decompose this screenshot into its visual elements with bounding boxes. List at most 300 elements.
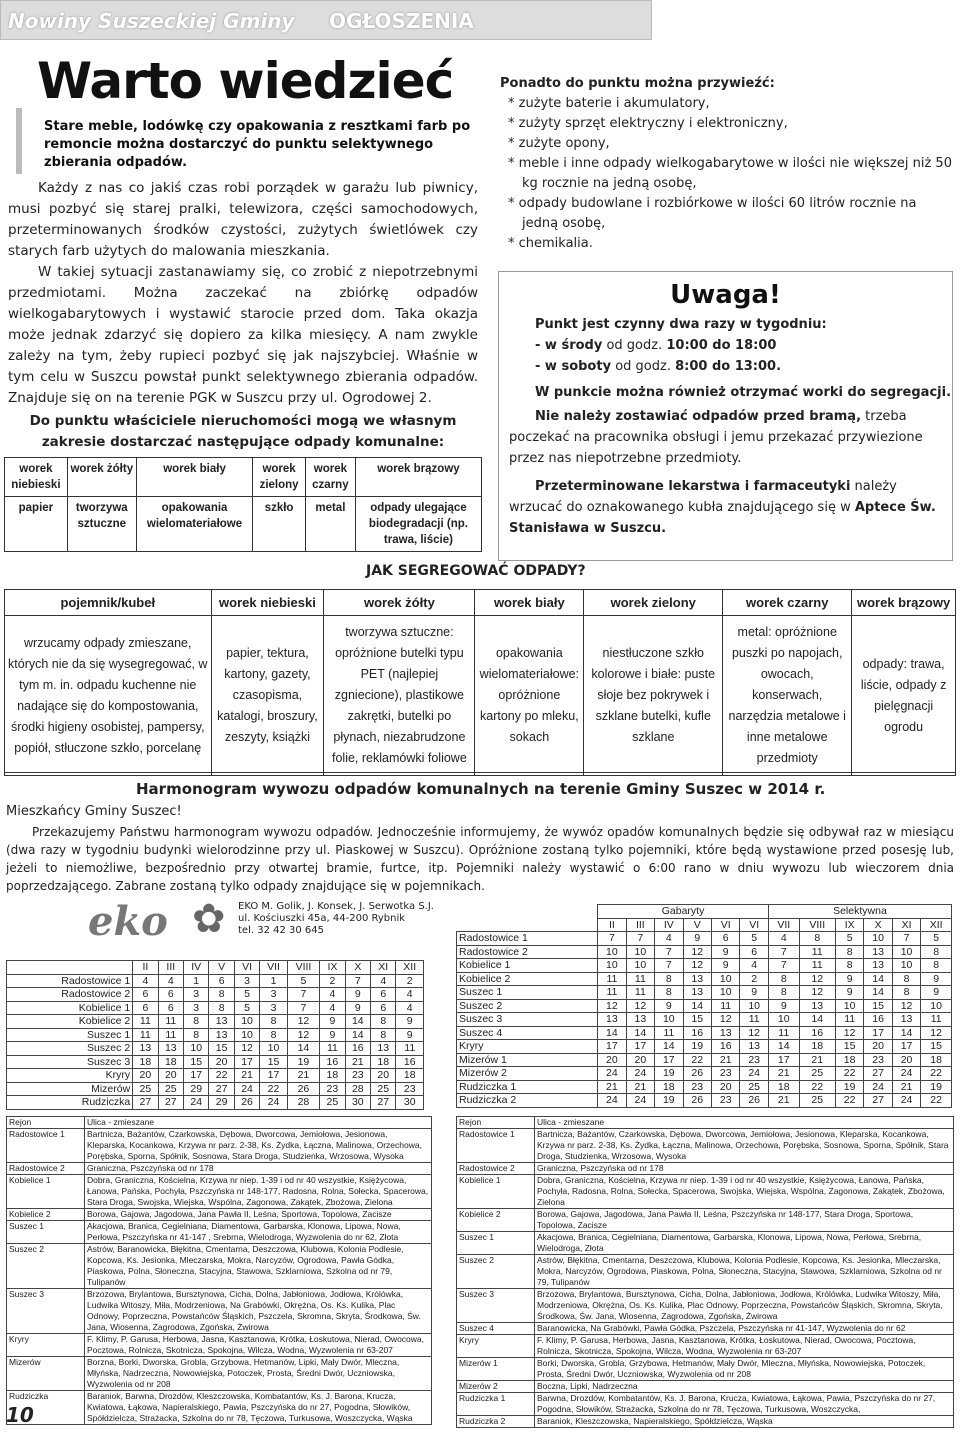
table-row: [457, 1381, 954, 1393]
list-item: * zużyte opony,: [508, 136, 610, 151]
day-cell: 19: [683, 1040, 711, 1054]
table-row: [457, 1067, 952, 1081]
day-cell: 4: [740, 959, 768, 973]
day-cell: 9: [921, 986, 952, 1000]
group-header-bulky: Gabaryty: [598, 905, 769, 919]
table-row: [457, 1255, 954, 1289]
day-cell: 12: [234, 1042, 259, 1056]
day-cell: 7: [287, 988, 319, 1002]
day-cell: 13: [683, 986, 711, 1000]
day-cell: 23: [396, 1082, 424, 1096]
table-row: [457, 1393, 954, 1416]
day-cell: 13: [711, 1026, 739, 1040]
day-cell: 11: [740, 1013, 768, 1027]
day-cell: 25: [320, 1096, 345, 1110]
day-cell: 16: [711, 1040, 739, 1054]
day-cell: 24: [598, 1094, 626, 1108]
day-cell: 24: [740, 1067, 768, 1081]
table-row: [457, 1335, 954, 1358]
day-cell: 4: [158, 974, 183, 988]
day-cell: 17: [768, 1053, 799, 1067]
day-cell: 17: [864, 1026, 892, 1040]
day-cell: 10: [655, 1013, 683, 1027]
month-header: IX: [835, 918, 863, 932]
day-cell: 19: [655, 1094, 683, 1108]
region-cell: Radostowice 1: [457, 932, 598, 946]
day-cell: 18: [768, 1080, 799, 1094]
day-cell: 9: [396, 1028, 424, 1042]
region-cell: Suszec 2: [457, 999, 598, 1013]
day-cell: 9: [711, 945, 739, 959]
bag-header-cell: worek czarny: [305, 458, 355, 497]
day-cell: 24: [892, 1094, 920, 1108]
day-cell: 18: [158, 1055, 183, 1069]
day-cell: 27: [209, 1082, 234, 1096]
day-cell: 27: [158, 1096, 183, 1110]
region-cell: Mizerów 2: [457, 1381, 535, 1393]
table-row: [457, 1053, 952, 1067]
region-cell: Mizerów: [7, 1357, 85, 1391]
day-cell: 20: [864, 1040, 892, 1054]
day-cell: 7: [626, 932, 654, 946]
day-cell: 7: [655, 959, 683, 973]
day-cell: 29: [209, 1096, 234, 1110]
region-cell: Kobielice 1: [7, 1175, 85, 1209]
day-cell: 6: [740, 945, 768, 959]
segregation-value-cell: metal: opróżnione puszki po napojach, owocach, konserwach, narzędzia metalowe i inne metalowe przedmioty: [723, 616, 852, 776]
streets-table-left: [6, 1116, 432, 1425]
day-cell: 27: [864, 1094, 892, 1108]
day-cell: 23: [683, 1080, 711, 1094]
region-cell: Kryry: [457, 1335, 535, 1358]
day-cell: 19: [835, 1080, 863, 1094]
day-cell: 13: [892, 1013, 920, 1027]
table-row: [7, 1334, 432, 1357]
day-cell: 15: [683, 1013, 711, 1027]
month-header: VII: [260, 961, 287, 975]
day-cell: 12: [683, 959, 711, 973]
group-header-selective: Selektywna: [768, 905, 951, 919]
day-cell: 23: [320, 1082, 345, 1096]
header-publication: Nowiny Suszeckiej Gminy: [8, 9, 295, 33]
streets-cell: Baranowicka, Na Grabówki, Pawła Gódka, Pszczela, Pszczyńska nr 41-147, Wyzwolenia do nr 62: [535, 1323, 954, 1335]
region-cell: Kobielice 2: [457, 1209, 535, 1232]
day-cell: 15: [209, 1042, 234, 1056]
table-row: [457, 1129, 954, 1163]
day-cell: 17: [598, 1040, 626, 1054]
day-cell: 10: [184, 1042, 209, 1056]
paragraph-3: Do punktu właściciele nieruchomości mogą we własnym zakresie dostarczać następujące odpady komunalne:: [29, 413, 457, 450]
month-header: X: [345, 961, 370, 975]
table-row: [7, 1015, 424, 1029]
region-cell: Kobielice 2: [457, 972, 598, 986]
day-cell: 9: [835, 972, 863, 986]
region-cell: Suszec 1: [7, 1028, 133, 1042]
day-cell: 26: [683, 1067, 711, 1081]
paragraph-2: W takiej sytuacji zastanawiamy się, co zrobić z niepotrzebnymi przedmiotami. Można zaczekać na zbiórkę odpadów wielkogabarytowych i wystawić starocie przed dom. Taka okazja może jednak zdarzyć się dopiero za kilka miesięcy. A nam zwykle zależy na tym, żeby rupieci pozbyć się jak najszybciej. Właśnie w tym celu w Suszcu powstał punkt selektywnego zbierania odpadów. Znajduje się on na terenie PGK w Suszcu przy ul. Ogrodowej 2.: [8, 264, 478, 406]
month-header: II: [133, 961, 158, 975]
day-cell: 2: [396, 974, 424, 988]
notice-line-4: W punkcie można również otrzymać worki do segregacji.: [535, 385, 952, 400]
table-row: [457, 1175, 954, 1209]
streets-cell: Akacjowa, Branica, Cegielniana, Diamentowa, Garbarska, Klonowa, Lipowa, Nowa, Perłowa, Pszczyńska nr 41-147 , Srebrna, Wielodroga, Wyzwolenia do nr 62, Złota: [85, 1221, 432, 1244]
eko-logo: eko: [88, 898, 168, 945]
month-header: X: [864, 918, 892, 932]
day-cell: 11: [626, 986, 654, 1000]
day-cell: 12: [598, 999, 626, 1013]
day-cell: 26: [287, 1082, 319, 1096]
streets-cell: F. Klimy, P. Garusa, Herbowa, Jasna, Kasztanowa, Krótka, Łoskutowa, Nierad, Owocowa, Pocztowa, Rolnicza, Skotnicza, Spokojna, Wilcza, Wodna, Wyzwolenia nr 63-207: [535, 1335, 954, 1358]
intro-greeting: Mieszkańcy Gminy Suszec!: [6, 804, 182, 819]
region-cell: Radostowice 2: [7, 988, 133, 1002]
day-cell: 16: [683, 1026, 711, 1040]
segregation-header-cell: worek żółty: [324, 590, 475, 616]
day-cell: 8: [260, 1015, 287, 1029]
day-cell: 18: [921, 1053, 952, 1067]
segregation-header-cell: worek czarny: [723, 590, 852, 616]
day-cell: 14: [626, 1026, 654, 1040]
day-cell: 9: [683, 932, 711, 946]
day-cell: 22: [921, 1067, 952, 1081]
day-cell: 9: [740, 986, 768, 1000]
day-cell: 10: [864, 932, 892, 946]
day-cell: 15: [184, 1055, 209, 1069]
region-cell: Kobielice 2: [7, 1015, 133, 1029]
day-cell: 8: [768, 972, 799, 986]
day-cell: 8: [835, 959, 863, 973]
day-cell: 8: [655, 986, 683, 1000]
day-cell: 20: [711, 1080, 739, 1094]
day-cell: 21: [234, 1069, 259, 1083]
table-row: [7, 1209, 432, 1221]
list-item: * chemikalia.: [508, 236, 593, 251]
day-cell: 25: [371, 1082, 396, 1096]
bag-header-cell: worek biały: [136, 458, 253, 497]
right-intro: Ponadto do punktu można przywieźć:: [500, 76, 775, 91]
day-cell: 18: [133, 1055, 158, 1069]
day-cell: 14: [864, 986, 892, 1000]
day-cell: 24: [234, 1082, 259, 1096]
bag-value-cell: metal: [305, 497, 355, 552]
day-cell: 14: [683, 999, 711, 1013]
day-cell: 20: [158, 1069, 183, 1083]
day-cell: 12: [921, 1026, 952, 1040]
streets-cell: Astrów, Baranowicka, Błękitna, Cmentarna, Deszczowa, Klubowa, Kolonia Podlesie, Kopcowa, Ks. Jesionka, Mleczarska, Mokra, Narcyzów, Ogrodowa, Pawła Gódka, Piaskowa, Polna, Słoneczna, Stacyjna, Stawowa, Szklarniowa, Szkolna od nr 79, Tulipanów: [85, 1244, 432, 1289]
streets-cell: Dobra, Graniczna, Kościelna, Krzywa nr niep. 1-39 i od nr 40 wszystkie, Księżycowa, Łanowa, Pańska, Pochyła, Radosna, Rolna, Sołecka, Spacerowa, Swojska, Wiejska, Wspólna, Zagonowa, Zakątek, Zbożowa, Zielona: [535, 1175, 954, 1209]
month-header: XI: [371, 961, 396, 975]
day-cell: 11: [799, 959, 835, 973]
table-row: [7, 1175, 432, 1209]
region-cell: Rudziczka 1: [457, 1080, 598, 1094]
table-row: [457, 1323, 954, 1335]
month-header: V: [209, 961, 234, 975]
region-cell: Radostowice 2: [7, 1163, 85, 1175]
streets-cell: Borzna, Borki, Dworska, Grobla, Grzybowa, Hetmanów, Lipki, Mały Dwór, Mleczna, Młyńska, Nadrzeczna, Nowowiejska, Potoczek, Prosta, Średni Dwór, Uczniowska, Wyzwolenia od nr 208: [85, 1357, 432, 1391]
day-cell: 28: [287, 1096, 319, 1110]
day-cell: 12: [892, 999, 920, 1013]
day-cell: 5: [921, 932, 952, 946]
day-cell: 11: [768, 1026, 799, 1040]
day-cell: 7: [892, 932, 920, 946]
segregation-header-cell: worek biały: [475, 590, 584, 616]
day-cell: 11: [598, 986, 626, 1000]
streets-cell: Borki, Dworska, Grobla, Grzybowa, Hetmanów, Mały Dwór, Mleczna, Młyńska, Nowowiejska, Potoczek, Prosta, Średni Dwór, Uczniowska, Wyzwolenia od nr 208: [535, 1358, 954, 1381]
month-header: IV: [184, 961, 209, 975]
segregation-header-cell: worek brązowy: [852, 590, 956, 616]
streets-header-cell: Ulica - zmieszane: [535, 1117, 954, 1129]
day-cell: 17: [626, 1040, 654, 1054]
day-cell: 17: [184, 1069, 209, 1083]
day-cell: 14: [768, 1040, 799, 1054]
streets-cell: Borowa, Gajowa, Jagodowa, Jana Pawła II, Leśna, Sportowa, Topolowa, Zacisze: [85, 1209, 432, 1221]
day-cell: 20: [371, 1069, 396, 1083]
day-cell: 13: [740, 1040, 768, 1054]
day-cell: 8: [892, 986, 920, 1000]
day-cell: 19: [287, 1055, 319, 1069]
day-cell: 10: [598, 945, 626, 959]
day-cell: 27: [371, 1096, 396, 1110]
day-cell: 26: [234, 1096, 259, 1110]
table-row: [457, 972, 952, 986]
day-cell: 10: [234, 1015, 259, 1029]
day-cell: 8: [209, 1001, 234, 1015]
table-row: [457, 1080, 952, 1094]
day-cell: 8: [768, 986, 799, 1000]
day-cell: 8: [921, 959, 952, 973]
paragraph-1: Każdy z nas co jakiś czas robi porządek w garażu lub piwnicy, musi pozbyć się starej pralki, telewizora, części samochodowych, przeterminowanych środków czystości, zużytych świetlówek czy starych farb użytych do malowania mieszkania.: [8, 180, 478, 259]
region-cell: Radostowice 2: [457, 945, 598, 959]
day-cell: 10: [711, 972, 739, 986]
region-cell: Kobielice 1: [457, 1175, 535, 1209]
table-row: [457, 1094, 952, 1108]
region-cell: Kryry: [7, 1069, 133, 1083]
region-cell: Radostowice 1: [7, 974, 133, 988]
day-cell: 3: [234, 974, 259, 988]
region-cell: Rudziczka: [7, 1096, 133, 1110]
day-cell: 11: [158, 1015, 183, 1029]
section-heading-segregation: JAK SEGREGOWAĆ ODPADY?: [366, 563, 586, 579]
day-cell: 9: [320, 1015, 345, 1029]
day-cell: 11: [396, 1042, 424, 1056]
day-cell: 10: [711, 986, 739, 1000]
month-header: VIII: [287, 961, 319, 975]
table-row: [7, 1163, 432, 1175]
day-cell: 20: [209, 1055, 234, 1069]
month-header: V: [683, 918, 711, 932]
region-cell: Rudziczka 1: [457, 1393, 535, 1416]
day-cell: 10: [234, 1028, 259, 1042]
table-row: [7, 1082, 424, 1096]
day-cell: 5: [740, 932, 768, 946]
month-header: III: [158, 961, 183, 975]
region-cell: Suszec 1: [457, 986, 598, 1000]
day-cell: 8: [655, 972, 683, 986]
region-cell: Suszec 3: [457, 1289, 535, 1323]
article-title: Warto wiedzieć: [37, 52, 454, 110]
drop-cap-bar: [16, 108, 22, 174]
right-column: [500, 74, 955, 254]
day-cell: 25: [799, 1067, 835, 1081]
day-cell: 2: [740, 972, 768, 986]
day-cell: 6: [158, 1001, 183, 1015]
day-cell: 13: [209, 1015, 234, 1029]
day-cell: 21: [799, 1053, 835, 1067]
table-row: [7, 1289, 432, 1334]
day-cell: 13: [683, 972, 711, 986]
segregation-value-cell: opakowania wielomateriałowe: opróżnione kartony po mleku, sokach: [475, 616, 584, 776]
day-cell: 24: [892, 1067, 920, 1081]
region-cell: Suszec 1: [457, 1232, 535, 1255]
notice-line-1: Punkt jest czynny dwa razy w tygodniu:: [535, 317, 827, 332]
page-number: 10: [6, 1403, 34, 1427]
table-row: [457, 1416, 954, 1428]
month-header: VI: [234, 961, 259, 975]
month-header: VI: [711, 918, 739, 932]
day-cell: 17: [655, 1053, 683, 1067]
day-cell: 15: [921, 1040, 952, 1054]
day-cell: 4: [655, 932, 683, 946]
day-cell: 11: [921, 1013, 952, 1027]
day-cell: 13: [371, 1042, 396, 1056]
day-cell: 24: [626, 1067, 654, 1081]
day-cell: 23: [711, 1094, 739, 1108]
day-cell: 10: [768, 1013, 799, 1027]
bag-value-cell: opakowania wielomateriałowe: [136, 497, 253, 552]
segregation-header-cell: worek niebieski: [211, 590, 324, 616]
day-cell: 13: [864, 959, 892, 973]
table-row: [7, 1096, 424, 1110]
accepted-items-list: [500, 94, 955, 254]
day-cell: 3: [260, 988, 287, 1002]
day-cell: 15: [260, 1055, 287, 1069]
month-header: II: [598, 918, 626, 932]
day-cell: 12: [626, 999, 654, 1013]
streets-cell: Graniczna, Pszczyńska od nr 178: [535, 1163, 954, 1175]
day-cell: 16: [864, 1013, 892, 1027]
day-cell: 3: [260, 1001, 287, 1015]
day-cell: 9: [835, 986, 863, 1000]
region-cell: Suszec 2: [7, 1244, 85, 1289]
notice-box: [498, 271, 953, 561]
table-row: [457, 945, 952, 959]
day-cell: 9: [655, 999, 683, 1013]
day-cell: 24: [864, 1080, 892, 1094]
day-cell: 16: [345, 1042, 370, 1056]
region-cell: Suszec 4: [457, 1026, 598, 1040]
day-cell: 14: [598, 1026, 626, 1040]
day-cell: 6: [371, 988, 396, 1002]
region-cell: Suszec 1: [7, 1221, 85, 1244]
day-cell: 20: [133, 1069, 158, 1083]
day-cell: 7: [598, 932, 626, 946]
day-cell: 8: [209, 988, 234, 1002]
month-header: XI: [892, 918, 920, 932]
day-cell: 4: [396, 988, 424, 1002]
day-cell: 4: [371, 974, 396, 988]
day-cell: 9: [345, 988, 370, 1002]
header-bar: [0, 0, 652, 40]
region-cell: Rudziczka 2: [457, 1416, 535, 1428]
day-cell: 12: [835, 1026, 863, 1040]
day-cell: 5: [287, 974, 319, 988]
table-row: [7, 1244, 432, 1289]
day-cell: 6: [133, 988, 158, 1002]
day-cell: 26: [683, 1094, 711, 1108]
day-cell: 6: [209, 974, 234, 988]
day-cell: 27: [864, 1067, 892, 1081]
segregation-value-cell: tworzywa sztuczne: opróżnione butelki typu PET (najlepiej zgniecione), plastikowe zakrętki, butelki po płynach, niezabrudzone folie, reklamówki foliowe: [324, 616, 475, 776]
table-row: [457, 1013, 952, 1027]
day-cell: 4: [133, 974, 158, 988]
day-cell: 21: [287, 1069, 319, 1083]
day-cell: 9: [320, 1028, 345, 1042]
day-cell: 1: [260, 974, 287, 988]
day-cell: 9: [768, 999, 799, 1013]
segregation-header-cell: worek zielony: [584, 590, 723, 616]
day-cell: 26: [740, 1094, 768, 1108]
day-cell: 13: [626, 1013, 654, 1027]
day-cell: 8: [184, 1028, 209, 1042]
segregation-value-cell: wrzucamy odpady zmieszane, których nie da się wysegregować, w tym m. in. odpadu kuchenne nie nadające się do kompostowania, środki higieny osobistej, pampersy, popiół, stłuczone szkło, porcelanę: [5, 616, 212, 776]
table-row: [7, 1391, 432, 1425]
day-cell: 13: [133, 1042, 158, 1056]
month-header: XII: [921, 918, 952, 932]
day-cell: 9: [711, 959, 739, 973]
day-cell: 14: [345, 1015, 370, 1029]
region-cell: Suszec 3: [7, 1289, 85, 1334]
streets-cell: Bartnicza, Bażantów, Czarkowska, Dębowa, Dworcowa, Jemiołowa, Jesionowa, Kleparska, Kocankowa, Krzywa nr parz. 2-38, Ks. Żydka, Łączna, Malinowa, Orzechowa, Porębska, Sosnowa, Sporna, Spółnik, Stara Droga, Studzienka, Wrzosowa, Wysoka: [535, 1129, 954, 1163]
region-cell: Kobielice 2: [7, 1209, 85, 1221]
day-cell: 12: [740, 1026, 768, 1040]
segregation-value-cell: papier, tektura, kartony, gazety, czasopisma, katalogi, broszury, zeszyty, książki: [211, 616, 324, 776]
day-cell: 12: [683, 945, 711, 959]
bag-header-cell: worek niebieski: [5, 458, 68, 497]
day-cell: 16: [320, 1055, 345, 1069]
day-cell: 3: [184, 1001, 209, 1015]
day-cell: 5: [835, 932, 863, 946]
schedule-intro: [6, 803, 954, 895]
region-cell: Rudziczka: [7, 1391, 85, 1425]
day-cell: 6: [371, 1001, 396, 1015]
day-cell: 24: [626, 1094, 654, 1108]
bag-header-cell: worek żółty: [67, 458, 136, 497]
company-address: EKO M. Golik, J. Konsek, J. Serwotka S.J. ul. Kościuszki 45a, 44-200 Rybnik tel. 32 42 30 645: [238, 901, 434, 936]
region-cell: Kobielice 1: [457, 959, 598, 973]
streets-header-cell: Ulica - zmieszane: [85, 1117, 432, 1129]
schedule-table-bulky-selective: [456, 904, 952, 1108]
day-cell: 7: [655, 945, 683, 959]
day-cell: 12: [287, 1028, 319, 1042]
day-cell: 22: [260, 1082, 287, 1096]
table-row: [7, 1221, 432, 1244]
bag-value-cell: papier: [5, 497, 68, 552]
table-row: [457, 986, 952, 1000]
day-cell: 13: [799, 999, 835, 1013]
day-cell: 8: [799, 932, 835, 946]
segregation-table: [4, 589, 956, 776]
streets-cell: Borowa, Gajowa, Jagodowa, Jana Pawła II, Leśna, Pszczyńska nr 148-177, Stara Droga, Sportowa, Topolowa, Zacisze: [535, 1209, 954, 1232]
day-cell: 4: [320, 988, 345, 1002]
day-cell: 29: [184, 1082, 209, 1096]
day-cell: 10: [626, 959, 654, 973]
day-cell: 19: [921, 1080, 952, 1094]
day-cell: 4: [768, 932, 799, 946]
streets-header-cell: Rejon: [7, 1117, 85, 1129]
streets-cell: F. Klimy, P. Garusa, Herbowa, Jasna, Kasztanowa, Krótka, Łoskutowa, Nierad, Owocowa, Pocztowa, Rolnicza, Skotnicza, Spokojna, Wilcza, Wodna, Wyzwolenia nr 63-207: [85, 1334, 432, 1357]
table-row: [457, 959, 952, 973]
day-cell: 22: [209, 1069, 234, 1083]
day-cell: 18: [799, 1040, 835, 1054]
